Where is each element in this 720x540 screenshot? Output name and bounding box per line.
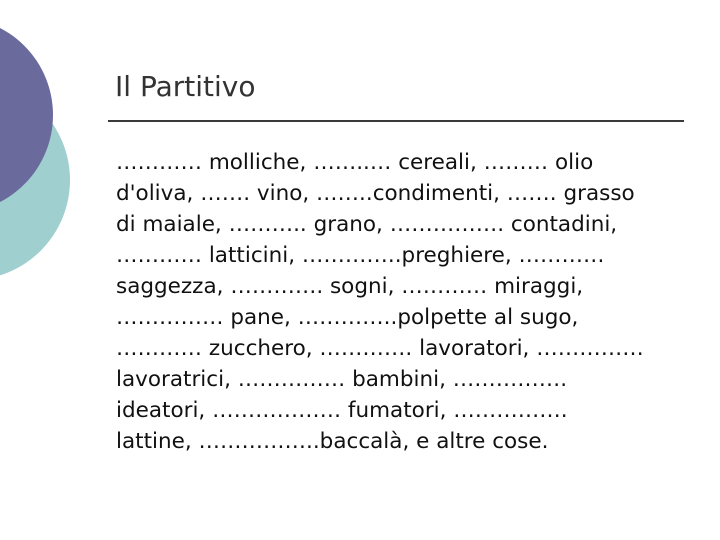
body-line: lavoratrici, …………… bambini, ……………. <box>116 367 568 392</box>
body-line: saggezza, …………. sogni, ………… miraggi, <box>116 274 584 299</box>
body-line: lattine, ……………..baccalà, e altre cose. <box>116 429 549 454</box>
body-line: d'oliva, ……. vino, ……..condimenti, ……. grasso <box>116 181 635 206</box>
body-line: ………… zucchero, …………. lavoratori, …………… <box>116 336 644 361</box>
body-line: ………… molliche, ……..… cereali, ……… olio <box>116 150 594 175</box>
body-line: …………… pane, …………..polpette al sugo, <box>116 305 579 330</box>
decorative-circles <box>0 0 80 300</box>
title-divider <box>108 120 684 122</box>
slide-body-text <box>116 147 706 457</box>
body-line: di maiale, ……….. grano, ……………. contadini, <box>116 212 618 237</box>
slide-title: Il Partitivo <box>115 70 256 103</box>
body-line: ideatori, ……………… fumatori, ……………. <box>116 398 568 423</box>
body-line: ………… latticini, …………..preghiere, ………… <box>116 243 605 268</box>
